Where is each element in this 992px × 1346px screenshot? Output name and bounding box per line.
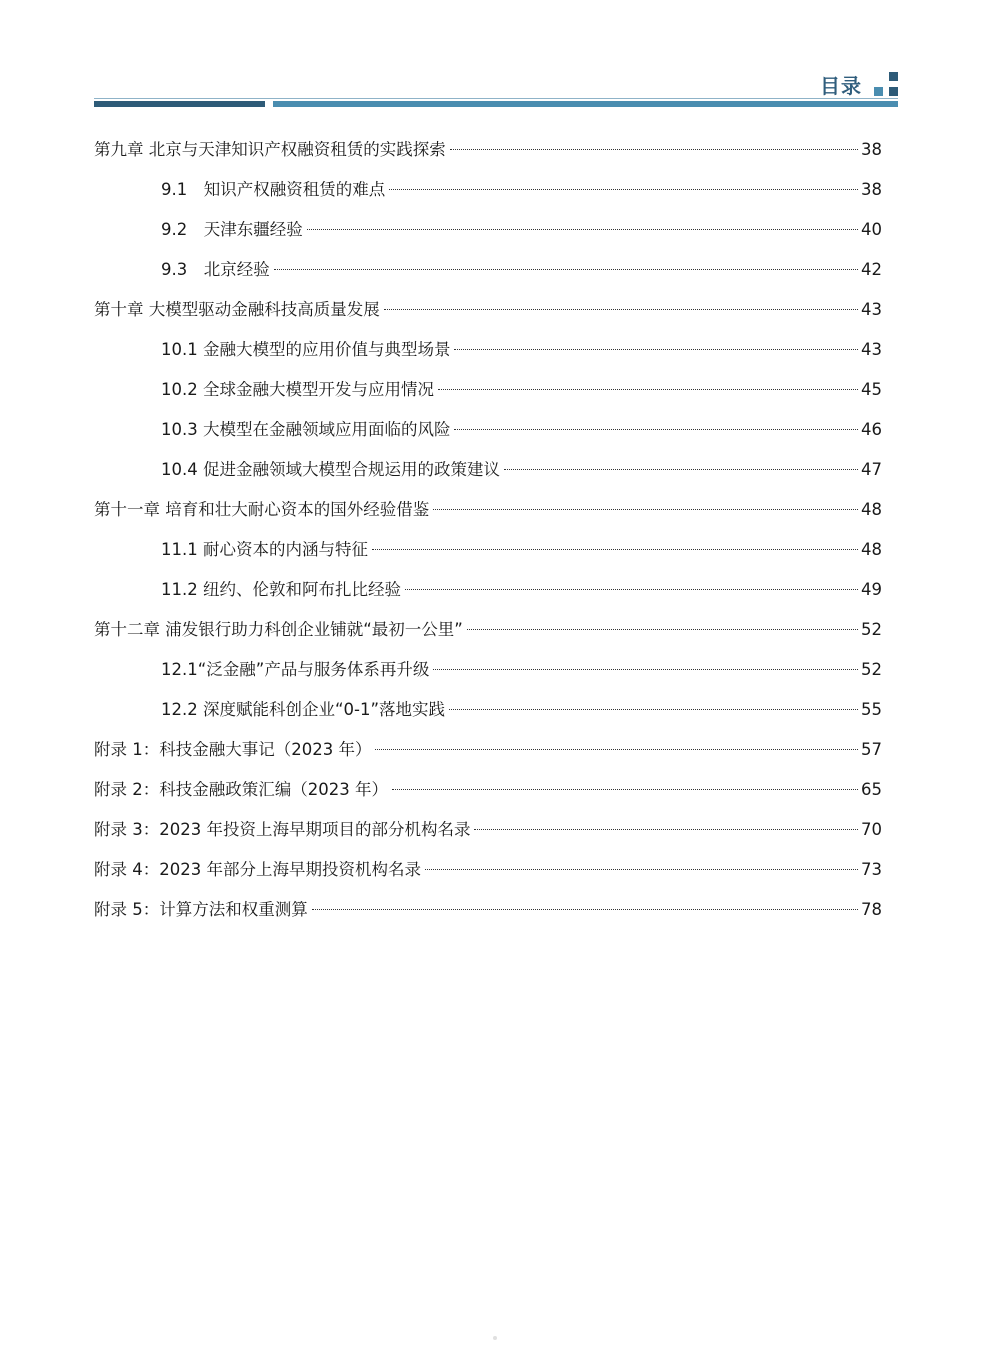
toc-page-number: 70	[861, 820, 882, 839]
toc-entry-label: 12.1“泛金融”产品与服务体系再升级	[161, 660, 430, 679]
toc-entry-label: 附录 4：2023 年部分上海早期投资机构名录	[94, 860, 421, 879]
toc-section-entry[interactable]	[94, 656, 882, 696]
toc-page-number: 47	[861, 460, 882, 479]
decorative-squares-icon	[872, 72, 900, 98]
toc-page-number: 52	[861, 620, 882, 639]
toc-section-entry[interactable]	[94, 336, 882, 376]
toc-page-number: 73	[861, 860, 882, 879]
toc-leader-dots	[274, 268, 858, 270]
toc-chapter-entry[interactable]	[94, 496, 882, 536]
toc-entry-label: 11.2 纽约、伦敦和阿布扎比经验	[161, 580, 401, 599]
toc-leader-dots	[307, 228, 858, 230]
toc-leader-dots	[438, 388, 858, 390]
toc-entry-label: 附录 5：计算方法和权重测算	[94, 900, 308, 919]
toc-section-entry[interactable]	[94, 216, 882, 256]
header-rule-thin	[94, 98, 898, 99]
toc-leader-dots	[454, 348, 858, 350]
toc-leader-dots	[474, 828, 858, 830]
toc-section-entry[interactable]	[94, 176, 882, 216]
toc-chapter-entry[interactable]	[94, 616, 882, 656]
toc-entry-label: 附录 3：2023 年投资上海早期项目的部分机构名录	[94, 820, 471, 839]
toc-section-entry[interactable]	[94, 376, 882, 416]
toc-entry-label: 10.2 全球金融大模型开发与应用情况	[161, 380, 434, 399]
toc-chapter-entry[interactable]	[94, 776, 882, 816]
header-rule-dark	[94, 101, 265, 107]
toc-leader-dots	[375, 748, 858, 750]
toc-page-number: 42	[861, 260, 882, 279]
toc-entry-label: 11.1 耐心资本的内涵与特征	[161, 540, 368, 559]
toc-chapter-entry[interactable]	[94, 736, 882, 776]
header-rule-light	[273, 101, 898, 107]
toc-entry-label: 第十二章 浦发银行助力科创企业铺就“最初一公里”	[94, 620, 463, 639]
toc-section-entry[interactable]	[94, 416, 882, 456]
toc-page-number: 48	[861, 500, 882, 519]
toc-chapter-entry[interactable]	[94, 856, 882, 896]
toc-entry-label: 10.1 金融大模型的应用价值与典型场景	[161, 340, 451, 359]
toc-leader-dots	[449, 708, 858, 710]
toc-page-number: 43	[861, 300, 882, 319]
toc-section-entry[interactable]	[94, 576, 882, 616]
toc-entry-label: 第九章 北京与天津知识产权融资租赁的实践探索	[94, 140, 446, 159]
toc-section-entry[interactable]	[94, 536, 882, 576]
toc-page-number: 38	[861, 180, 882, 199]
toc-entry-label: 9.1 知识产权融资租赁的难点	[161, 180, 386, 199]
toc-page-number: 49	[861, 580, 882, 599]
toc-leader-dots	[384, 308, 858, 310]
toc-chapter-entry[interactable]	[94, 296, 882, 336]
toc-entry-label: 附录 1：科技金融大事记（2023 年）	[94, 740, 372, 759]
toc-entry-label: 9.3 北京经验	[161, 260, 270, 279]
toc-leader-dots	[450, 148, 858, 150]
toc-entry-label: 附录 2：科技金融政策汇编（2023 年）	[94, 780, 388, 799]
toc-leader-dots	[389, 188, 858, 190]
toc-page-number: 55	[861, 700, 882, 719]
toc-chapter-entry[interactable]	[94, 136, 882, 176]
toc-page-number: 46	[861, 420, 882, 439]
toc-chapter-entry[interactable]	[94, 896, 882, 936]
toc-leader-dots	[433, 508, 858, 510]
toc-leader-dots	[454, 428, 858, 430]
toc-leader-dots	[467, 628, 858, 630]
page-footer-mark	[493, 1336, 497, 1340]
toc-page-number: 52	[861, 660, 882, 679]
toc-page-number: 45	[861, 380, 882, 399]
toc-page-number: 78	[861, 900, 882, 919]
toc-chapter-entry[interactable]	[94, 816, 882, 856]
page-title: 目录	[820, 74, 862, 98]
toc-page-number: 48	[861, 540, 882, 559]
toc-leader-dots	[405, 588, 858, 590]
toc-entry-label: 10.3 大模型在金融领域应用面临的风险	[161, 420, 451, 439]
toc-page-number: 57	[861, 740, 882, 759]
table-of-contents	[94, 136, 882, 936]
toc-page-number: 40	[861, 220, 882, 239]
toc-entry-label: 第十章 大模型驱动金融科技高质量发展	[94, 300, 380, 319]
toc-leader-dots	[312, 908, 858, 910]
toc-leader-dots	[425, 868, 858, 870]
toc-leader-dots	[372, 548, 858, 550]
toc-page-number: 43	[861, 340, 882, 359]
toc-leader-dots	[433, 668, 858, 670]
toc-leader-dots	[504, 468, 858, 470]
toc-section-entry[interactable]	[94, 696, 882, 736]
toc-page-number: 65	[861, 780, 882, 799]
toc-section-entry[interactable]	[94, 256, 882, 296]
toc-section-entry[interactable]	[94, 456, 882, 496]
toc-page-number: 38	[861, 140, 882, 159]
toc-entry-label: 12.2 深度赋能科创企业“0-1”落地实践	[161, 700, 446, 719]
toc-entry-label: 10.4 促进金融领域大模型合规运用的政策建议	[161, 460, 500, 479]
toc-entry-label: 9.2 天津东疆经验	[161, 220, 303, 239]
toc-entry-label: 第十一章 培育和壮大耐心资本的国外经验借鉴	[94, 500, 430, 519]
toc-leader-dots	[392, 788, 858, 790]
